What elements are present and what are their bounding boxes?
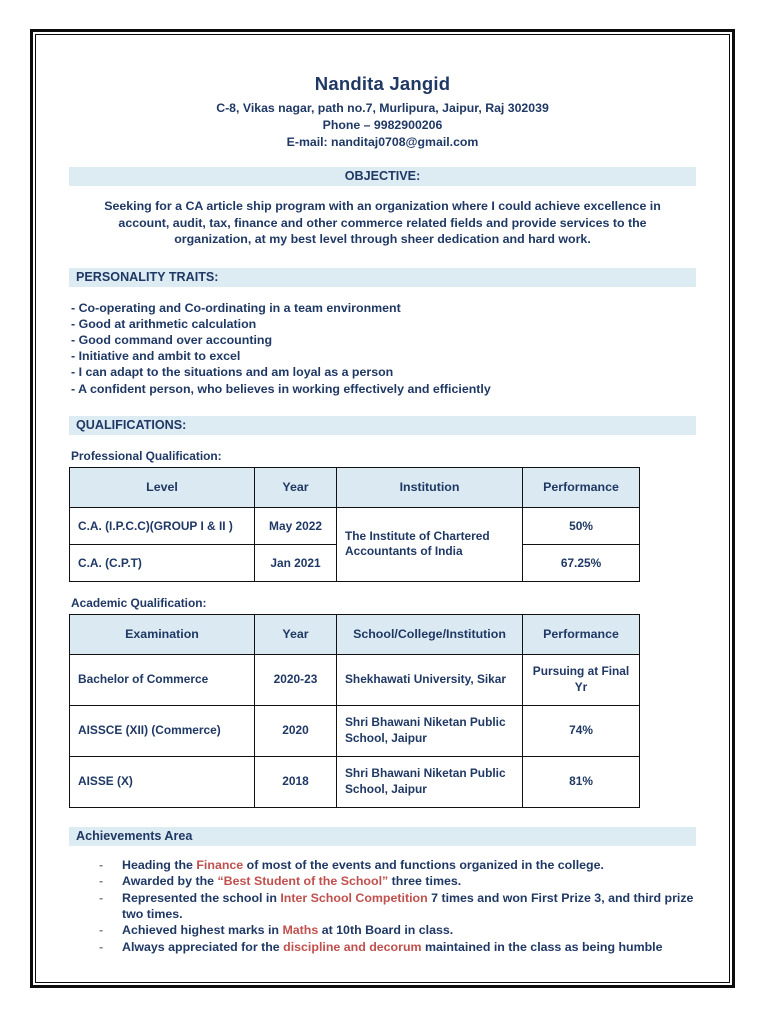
academic-qualification-table — [69, 614, 640, 808]
candidate-phone: Phone – 9982900206 — [322, 118, 443, 132]
resume-content — [36, 35, 729, 982]
cell-institution: The Institute of Chartered Accountants of India — [337, 507, 523, 581]
list-item: - I can adapt to the situations and am loyal as a person — [71, 365, 394, 380]
cell-level: C.A. (I.P.C.C)(GROUP I & II ) — [70, 507, 255, 544]
candidate-name: Nandita Jangid — [314, 73, 451, 94]
list-item — [69, 922, 696, 938]
qualifications-heading: QUALIFICATIONS: — [69, 416, 696, 435]
table-header-row — [70, 467, 640, 507]
qualifications-section — [69, 416, 696, 808]
cell-performance: 74% — [523, 705, 640, 756]
cell-performance: Pursuing at Final Yr — [523, 654, 640, 705]
cell-examination: AISSCE (XII) (Commerce) — [70, 705, 255, 756]
personality-traits-heading: PERSONALITY TRAITS: — [69, 268, 696, 287]
achievement-text: at 10th Board in class. — [318, 923, 454, 938]
cell-performance: 50% — [523, 507, 640, 544]
list-item: - Good command over accounting — [71, 332, 273, 347]
table-row — [70, 507, 640, 544]
list-item: - Co-operating and Co-ordinating in a team environment — [71, 300, 401, 315]
cell-year: 2020 — [255, 705, 337, 756]
column-header-year: Year — [255, 467, 337, 507]
objective-section — [69, 167, 696, 248]
list-item — [69, 939, 696, 955]
achievement-text: Awarded by the — [122, 874, 218, 889]
cell-institution: Shri Bhawani Niketan Public School, Jaipur — [337, 705, 523, 756]
objective-text: Seeking for a CA article ship program with an organization where I could achieve excellence in account, audit, tax, finance and other commerce related fields and provide services to the organization, at my best level through sheer dedication and hard work. — [104, 199, 661, 246]
bullet-dash-icon: - — [99, 890, 104, 905]
cell-performance: 67.25% — [523, 544, 640, 581]
highlighted-text: discipline and decorum — [283, 939, 422, 954]
bullet-dash-icon: - — [99, 923, 104, 938]
achievement-text: Always appreciated for the — [122, 939, 284, 954]
list-item: - A confident person, who believes in working effectively and efficiently — [71, 381, 491, 396]
cell-level: C.A. (C.P.T) — [70, 544, 255, 581]
column-header-performance: Performance — [523, 614, 640, 654]
highlighted-text: Maths — [282, 923, 319, 938]
achievement-text: 7 times and won First Prize 3, and third prize two times. — [122, 890, 694, 921]
achievement-text: Achieved highest marks in — [122, 923, 283, 938]
candidate-address: C-8, Vikas nagar, path no.7, Murlipura, Jaipur, Raj 302039 — [216, 101, 549, 115]
column-header-examination: Examination — [70, 614, 255, 654]
personality-traits-section — [69, 268, 696, 397]
cell-examination: AISSE (X) — [70, 756, 255, 807]
bullet-dash-icon: - — [99, 857, 104, 872]
cell-year: 2020-23 — [255, 654, 337, 705]
column-header-institution: School/College/Institution — [337, 614, 523, 654]
cell-performance: 81% — [523, 756, 640, 807]
highlighted-text: “Best Student of the School” — [217, 874, 389, 889]
achievement-text: of most of the events and functions organized in the college. — [243, 857, 604, 872]
academic-qualification-label: Academic Qualification: — [71, 595, 207, 610]
cell-year: May 2022 — [255, 507, 337, 544]
resume-header — [69, 73, 696, 151]
column-header-institution: Institution — [337, 467, 523, 507]
bullet-dash-icon: - — [99, 874, 104, 889]
personality-traits-list — [69, 287, 696, 397]
achievement-text: Heading the — [122, 857, 197, 872]
list-item: - Initiative and ambit to excel — [71, 349, 241, 364]
highlighted-text: Inter School Competition — [280, 890, 428, 905]
bullet-dash-icon: - — [99, 939, 104, 954]
list-item — [69, 873, 696, 889]
column-header-performance: Performance — [523, 467, 640, 507]
highlighted-text: Finance — [196, 857, 244, 872]
professional-qualification-table — [69, 467, 640, 582]
cell-year: 2018 — [255, 756, 337, 807]
achievement-text: Represented the school in — [122, 890, 281, 905]
achievements-heading: Achievements Area — [69, 827, 696, 846]
achievement-text: three times. — [388, 874, 462, 889]
cell-institution: Shekhawati University, Sikar — [337, 654, 523, 705]
objective-heading: OBJECTIVE: — [69, 167, 696, 186]
cell-institution: Shri Bhawani Niketan Public School, Jaipur — [337, 756, 523, 807]
candidate-email: E-mail: nanditaj0708@gmail.com — [286, 135, 479, 149]
cell-examination: Bachelor of Commerce — [70, 654, 255, 705]
achievements-section — [69, 827, 696, 955]
table-row — [70, 756, 640, 807]
cell-year: Jan 2021 — [255, 544, 337, 581]
list-item: - Good at arithmetic calculation — [71, 316, 257, 331]
professional-qualification-label: Professional Qualification: — [71, 448, 222, 463]
table-row — [70, 654, 640, 705]
achievements-list — [69, 846, 696, 955]
page-border — [30, 29, 735, 988]
achievement-text: maintained in the class as being humble — [421, 939, 663, 954]
list-item — [69, 890, 696, 923]
table-row — [70, 705, 640, 756]
column-header-level: Level — [70, 467, 255, 507]
table-header-row — [70, 614, 640, 654]
page-inner-border — [35, 34, 730, 983]
list-item — [69, 857, 696, 873]
column-header-year: Year — [255, 614, 337, 654]
